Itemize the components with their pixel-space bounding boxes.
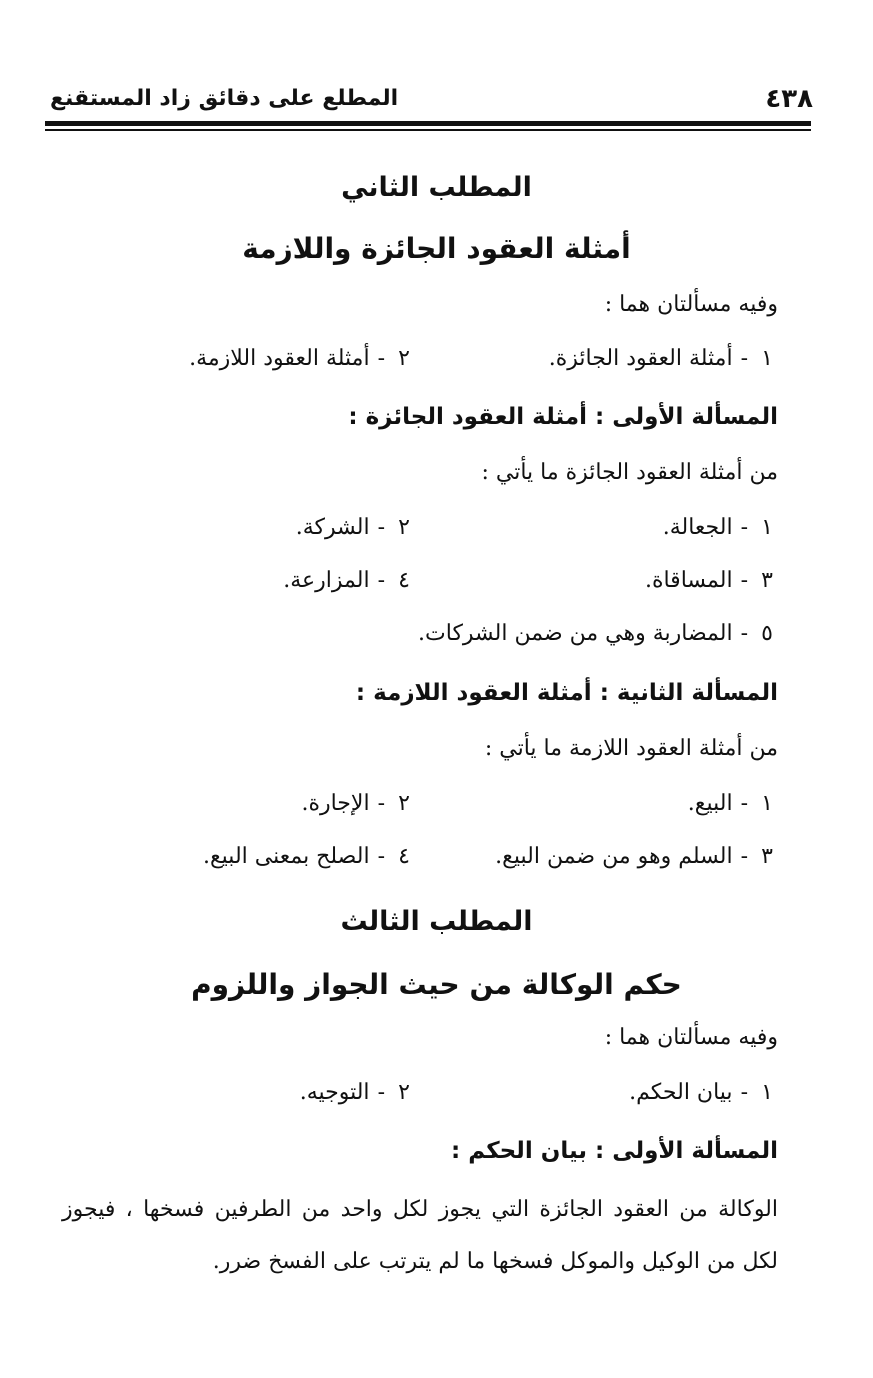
list-item: ٤-المزارعة.	[283, 568, 410, 593]
list-row	[0, 844, 873, 878]
question-heading: المسألة الأولى : بيان الحكم :	[450, 1138, 778, 1164]
list-item: ٥-المضاربة وهي من ضمن الشركات.	[418, 621, 773, 646]
list-item: ١-أمثلة العقود الجائزة.	[548, 346, 773, 371]
list-item: ٢-أمثلة العقود اللازمة.	[189, 346, 410, 371]
section-subtitle: أمثلة العقود الجائزة واللازمة	[242, 232, 631, 265]
list-item: ١-الجعالة.	[662, 515, 773, 540]
question-heading: المسألة الأولى : أمثلة العقود الجائزة :	[348, 404, 778, 430]
intro-line: وفيه مسألتان هما :	[604, 1025, 778, 1050]
section-title: المطلب الثالث	[340, 906, 533, 937]
question-heading: المسألة الثانية : أمثلة العقود اللازمة :	[355, 680, 778, 706]
list-row	[0, 568, 873, 602]
list-item: ٣-المساقاة.	[644, 568, 773, 593]
section-subtitle: حكم الوكالة من حيث الجواز واللزوم	[191, 968, 682, 1001]
list-item: ٤-الصلح بمعنى البيع.	[202, 844, 410, 869]
section-title: المطلب الثاني	[341, 172, 532, 203]
intro-line: من أمثلة العقود اللازمة ما يأتي :	[484, 736, 778, 761]
list-item: ٢-الشركة.	[295, 515, 410, 540]
running-header	[50, 84, 813, 118]
list-row	[0, 515, 873, 549]
list-item: ٣-السلم وهو من ضمن البيع.	[495, 844, 773, 869]
book-title: المطلع على دقائق زاد المستقنع	[50, 86, 399, 111]
list-item: ١-بيان الحكم.	[629, 1080, 773, 1105]
header-rule-thick	[45, 121, 811, 126]
body-paragraph: الوكالة من العقود الجائزة التي يجوز لكل واحد من الطرفين فسخها ، فيجوز لكل من الوكيل والموكل فسخها ما لم يترتب على الفسخ ضرر.	[62, 1197, 778, 1274]
list-row	[0, 621, 873, 655]
list-row	[0, 791, 873, 825]
list-row	[0, 1080, 873, 1114]
list-row	[0, 346, 873, 380]
list-item: ٢-التوجيه.	[299, 1080, 410, 1105]
list-item: ٢-الإجارة.	[301, 791, 410, 816]
page-number: ٤٣٨	[765, 84, 813, 114]
intro-line: من أمثلة العقود الجائزة ما يأتي :	[481, 460, 778, 485]
header-rule-thin	[45, 129, 811, 131]
intro-line: وفيه مسألتان هما :	[604, 292, 778, 317]
list-item: ١-البيع.	[687, 791, 773, 816]
